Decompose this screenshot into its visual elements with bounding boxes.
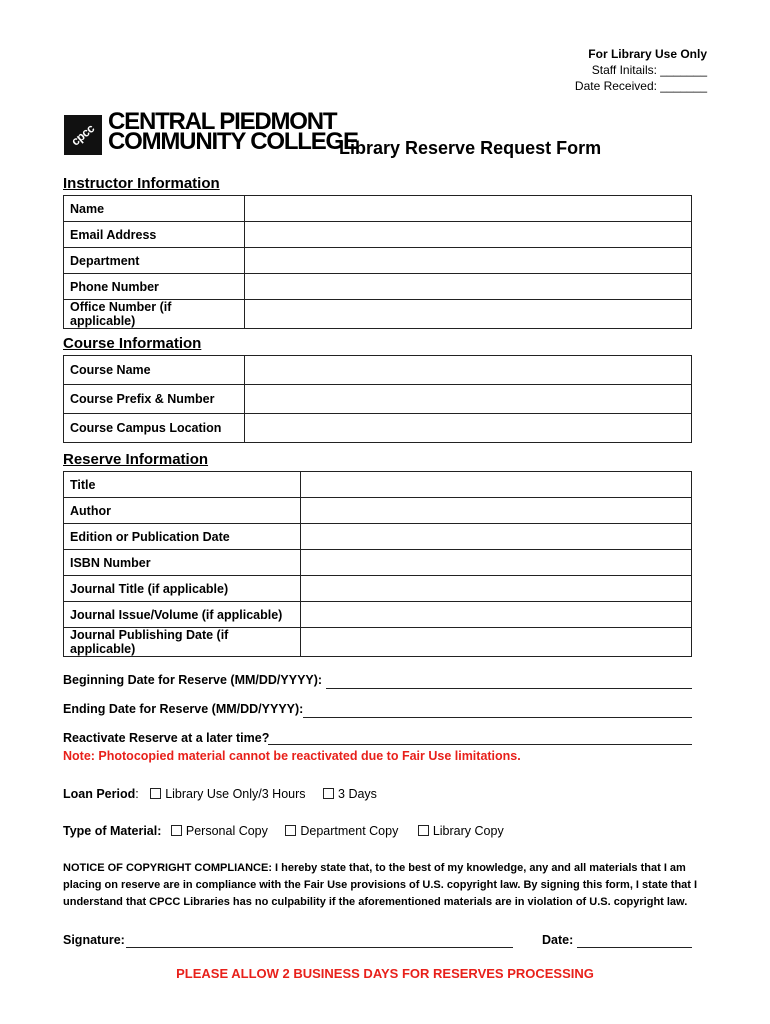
signature-input[interactable] — [126, 946, 513, 948]
form-title: Library Reserve Request Form — [339, 138, 602, 158]
reactivate-input[interactable] — [268, 743, 692, 745]
date-label: Date: — [542, 933, 574, 947]
table-row — [64, 300, 692, 329]
department-input[interactable] — [245, 248, 692, 274]
loan-period-row — [63, 787, 377, 801]
checkbox-icon[interactable] — [171, 825, 182, 836]
reactivate-label: Reactivate Reserve at a later time? — [63, 731, 270, 745]
journal-issue-input[interactable] — [301, 602, 692, 628]
option-library-copy[interactable] — [418, 824, 504, 838]
journal-title-input[interactable] — [301, 576, 692, 602]
row-label: Journal Publishing Date (if applicable) — [64, 628, 301, 657]
title-input[interactable] — [301, 472, 692, 498]
row-label: Journal Issue/Volume (if applicable) — [64, 602, 301, 628]
option-label: Personal Copy — [185, 824, 268, 838]
checkbox-icon[interactable] — [418, 825, 429, 836]
loan-period-colon: : — [135, 787, 139, 801]
table-row — [64, 628, 692, 657]
option-library-use[interactable] — [150, 787, 305, 801]
table-row — [64, 274, 692, 300]
campus-location-input[interactable] — [245, 414, 692, 443]
row-label: Office Number (if applicable) — [64, 300, 245, 329]
phone-input[interactable] — [245, 274, 692, 300]
table-row — [64, 356, 692, 385]
row-label: Course Campus Location — [64, 414, 245, 443]
row-label: Author — [64, 498, 301, 524]
loan-period-label: Loan Period — [63, 787, 136, 801]
course-table — [63, 355, 692, 443]
reserve-table — [63, 471, 692, 657]
row-label: Course Name — [64, 356, 245, 385]
checkbox-icon[interactable] — [285, 825, 296, 836]
instructor-table — [63, 195, 692, 329]
copyright-notice: NOTICE OF COPYRIGHT COMPLIANCE: I hereby state that, to the best of my knowledge, any and all materials that I am placing on reserve are in compliance with the Fair Use provisions of U.S. copyright law. By signing this form, I state that I understand that CPCC Libraries has no culpability if the aforementioned materials are in violation of U.S. copyright law. — [63, 862, 698, 908]
course-prefix-input[interactable] — [245, 385, 692, 414]
course-section-heading: Course Information — [63, 335, 202, 352]
library-use-heading: For Library Use Only — [588, 47, 707, 61]
table-row — [64, 196, 692, 222]
library-use-block — [575, 46, 707, 94]
material-type-label: Type of Material: — [63, 824, 162, 838]
edition-input[interactable] — [301, 524, 692, 550]
option-label: 3 Days — [338, 787, 377, 801]
reserve-section-heading: Reserve Information — [63, 451, 209, 468]
row-label: Edition or Publication Date — [64, 524, 301, 550]
row-label: Email Address — [64, 222, 245, 248]
logo-line-2: COMMUNITY COLLEGE — [108, 128, 358, 155]
checkbox-icon[interactable] — [150, 788, 161, 799]
fair-use-note: Note: Photocopied material cannot be reactivated due to Fair Use limitations. — [63, 749, 521, 763]
instructor-section-heading: Instructor Information — [63, 175, 220, 192]
name-input[interactable] — [245, 196, 692, 222]
email-input[interactable] — [245, 222, 692, 248]
course-name-input[interactable] — [245, 356, 692, 385]
row-label: Phone Number — [64, 274, 245, 300]
end-date-input[interactable] — [303, 716, 692, 718]
processing-notice: PLEASE ALLOW 2 BUSINESS DAYS FOR RESERVES PROCESSING — [176, 966, 594, 981]
end-date-label: Ending Date for Reserve (MM/DD/YYYY): — [63, 702, 304, 716]
option-personal-copy[interactable] — [171, 824, 268, 838]
logo-mark-text: cpcc — [68, 121, 98, 149]
logo-line-1: CENTRAL PIEDMONT — [108, 108, 337, 135]
option-3-days[interactable] — [323, 787, 377, 801]
college-name-logo — [108, 108, 358, 155]
table-row — [64, 498, 692, 524]
option-department-copy[interactable] — [285, 824, 398, 838]
table-row — [64, 576, 692, 602]
row-label: Journal Title (if applicable) — [64, 576, 301, 602]
begin-date-label: Beginning Date for Reserve (MM/DD/YYYY): — [63, 673, 323, 687]
material-type-row — [63, 824, 504, 838]
checkbox-icon[interactable] — [323, 788, 334, 799]
table-row — [64, 414, 692, 443]
option-label: Department Copy — [300, 824, 399, 838]
journal-date-input[interactable] — [301, 628, 692, 657]
table-row — [64, 550, 692, 576]
table-row — [64, 385, 692, 414]
row-label: Department — [64, 248, 245, 274]
signature-label: Signature: — [63, 933, 125, 947]
row-label: Course Prefix & Number — [64, 385, 245, 414]
option-label: Library Use Only/3 Hours — [165, 787, 306, 801]
option-label: Library Copy — [432, 824, 504, 838]
office-number-input[interactable] — [245, 300, 692, 329]
row-label: Name — [64, 196, 245, 222]
isbn-input[interactable] — [301, 550, 692, 576]
begin-date-input[interactable] — [326, 687, 692, 689]
table-row — [64, 472, 692, 498]
author-input[interactable] — [301, 498, 692, 524]
row-label: ISBN Number — [64, 550, 301, 576]
cpcc-logo-mark — [64, 115, 102, 155]
table-row — [64, 602, 692, 628]
table-row — [64, 248, 692, 274]
date-input[interactable] — [577, 946, 692, 948]
table-row — [64, 222, 692, 248]
table-row — [64, 524, 692, 550]
row-label: Title — [64, 472, 301, 498]
staff-initials-field[interactable]: Staff Initails: _______ — [591, 63, 707, 77]
date-received-field[interactable]: Date Received: _______ — [574, 79, 707, 93]
